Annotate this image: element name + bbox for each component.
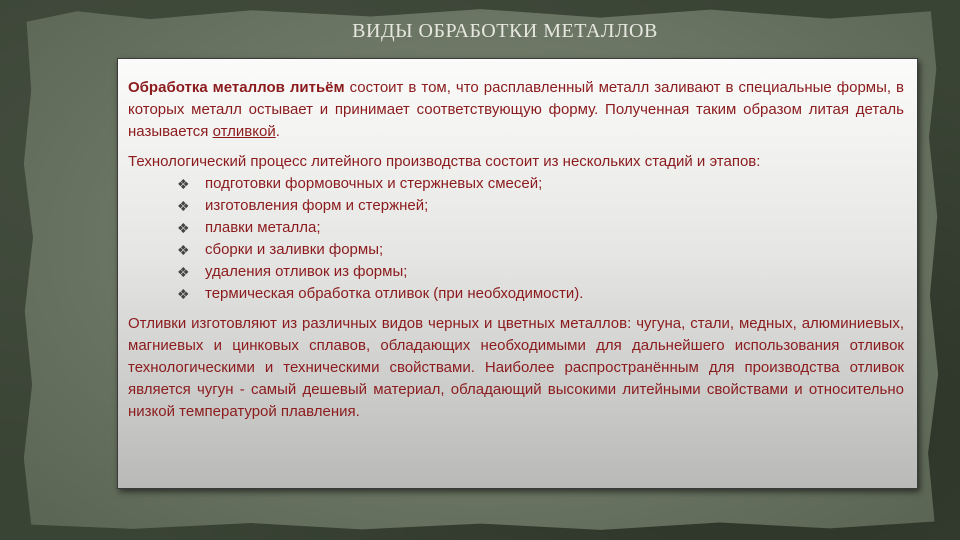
list-item-text: плавки металла; bbox=[205, 219, 321, 236]
list-item-text: удаления отливок из формы; bbox=[205, 263, 408, 280]
paragraph-materials: Отливки изготовляют из различных видов черных и цветных металлов: чугуна, стали, медных, алюминиевых, магниевых и цинковых сплавов, обладающих необходимыми для дальнейшего использования отливок технологическими и техническими свойствами. Наиболее распространённым для производства отливок является чугун - самый дешевый материал, обладающий высокими литейными свойствами и относительно низкой температурой плавления. bbox=[128, 315, 904, 420]
list-item-text: подготовки формовочных и стержневых смесей; bbox=[205, 175, 543, 192]
list-item bbox=[175, 261, 904, 283]
diamond-bullet-icon: ❖ bbox=[177, 220, 190, 236]
list-item bbox=[175, 283, 904, 305]
paragraph-tail: . bbox=[275, 123, 280, 140]
diamond-bullet-icon: ❖ bbox=[177, 176, 190, 192]
process-stages-list bbox=[128, 173, 904, 305]
list-item-text: сборки и заливки формы; bbox=[205, 241, 384, 258]
list-item-text: изготовления форм и стержней; bbox=[205, 197, 429, 214]
underlined-term: отливкой bbox=[212, 123, 276, 140]
diamond-bullet-icon: ❖ bbox=[177, 242, 190, 258]
list-item bbox=[175, 173, 904, 195]
paragraph-process-intro: Технологический процесс литейного производства состоит из нескольких стадий и этапов: bbox=[128, 153, 761, 170]
list-item-text: термическая обработка отливок (при необходимости). bbox=[205, 285, 584, 302]
diamond-bullet-icon: ❖ bbox=[177, 286, 190, 302]
diamond-bullet-icon: ❖ bbox=[177, 198, 190, 214]
list-item bbox=[175, 217, 904, 239]
bold-lead: Обработка металлов литьём bbox=[128, 79, 345, 96]
content-box bbox=[117, 58, 918, 489]
list-item bbox=[175, 195, 904, 217]
slide-title: ВИДЫ ОБРАБОТКИ МЕТАЛЛОВ bbox=[352, 20, 658, 42]
list-item bbox=[175, 239, 904, 261]
diamond-bullet-icon: ❖ bbox=[177, 264, 190, 280]
paragraph-text: состоит в том, что расплавленный металл заливают в специальные формы, в которых металл остывает и принимает соответствующую форму. Полученная таким образом литая деталь называется bbox=[128, 79, 905, 140]
paragraph-casting-definition bbox=[128, 77, 904, 143]
